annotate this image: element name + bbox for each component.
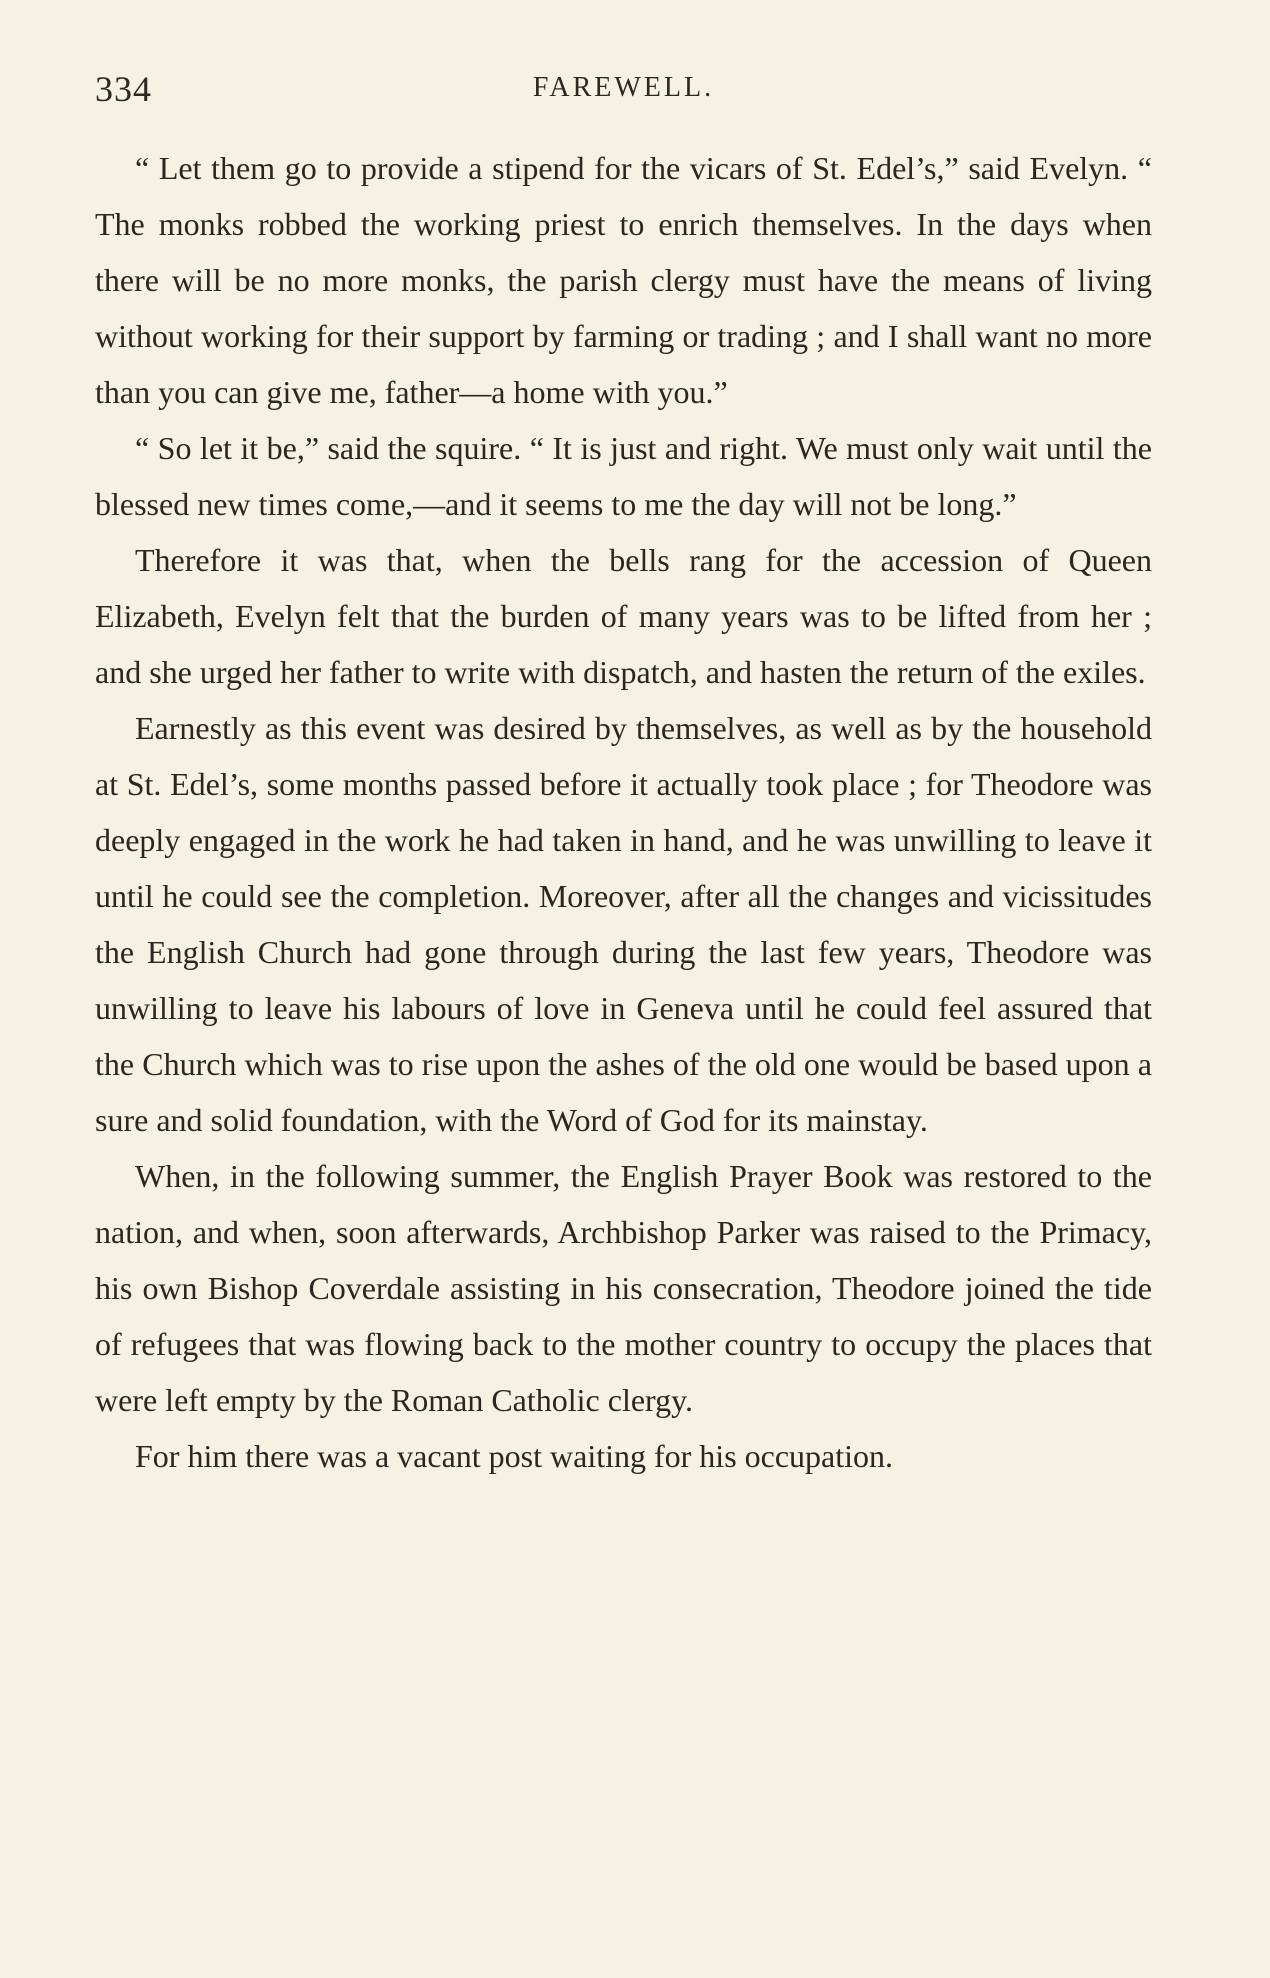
page-number: 334 xyxy=(95,69,152,109)
body-text xyxy=(95,140,1152,1484)
paragraph: When, in the following summer, the English Prayer Book was restored to the nation, and when, soon afterwards, Archbishop Parker was raised to the Primacy, his own Bishop Coverdale assisting in his consecration, Theodore joined the tide of refugees that was flowing back to the mother country to occupy the places that were left empty by the Roman Catholic clergy. xyxy=(95,1158,1152,1418)
page-header xyxy=(95,68,1152,112)
paragraph: Earnestly as this event was desired by themselves, as well as by the household at St. Edel’s, some months passed before it actually took place ; for Theodore was deeply engaged in the work he had taken in hand, and he was unwilling to leave it until he could see the completion. Moreover, after all the changes and vicissitudes the English Church had gone through during the last few years, Theodore was unwilling to leave his labours of love in Geneva until he could feel assured that the Church which was to rise upon the ashes of the old one would be based upon a sure and solid foundation, with the Word of God for its mainstay. xyxy=(95,710,1152,1138)
running-head: FAREWELL. xyxy=(532,72,715,103)
paragraph: Therefore it was that, when the bells rang for the accession of Queen Elizabeth, Evelyn felt that the burden of many years was to be lifted from her ; and she urged her father to write with dispatch, and hasten the return of the exiles. xyxy=(95,542,1152,690)
paragraph: “ So let it be,” said the squire. “ It is just and right. We must only wait until the blessed new times come,—and it seems to me the day will not be long.” xyxy=(95,430,1152,522)
paragraph: For him there was a vacant post waiting for his occupation. xyxy=(135,1438,894,1474)
paragraph: “ Let them go to provide a stipend for the vicars of St. Edel’s,” said Evelyn. “ The monks robbed the working priest to enrich themselves. In the days when there will be no more monks, the parish clergy must have the means of living without working for their support by farming or trading ; and I shall want no more than you can give me, father—a home with you.” xyxy=(95,150,1152,410)
